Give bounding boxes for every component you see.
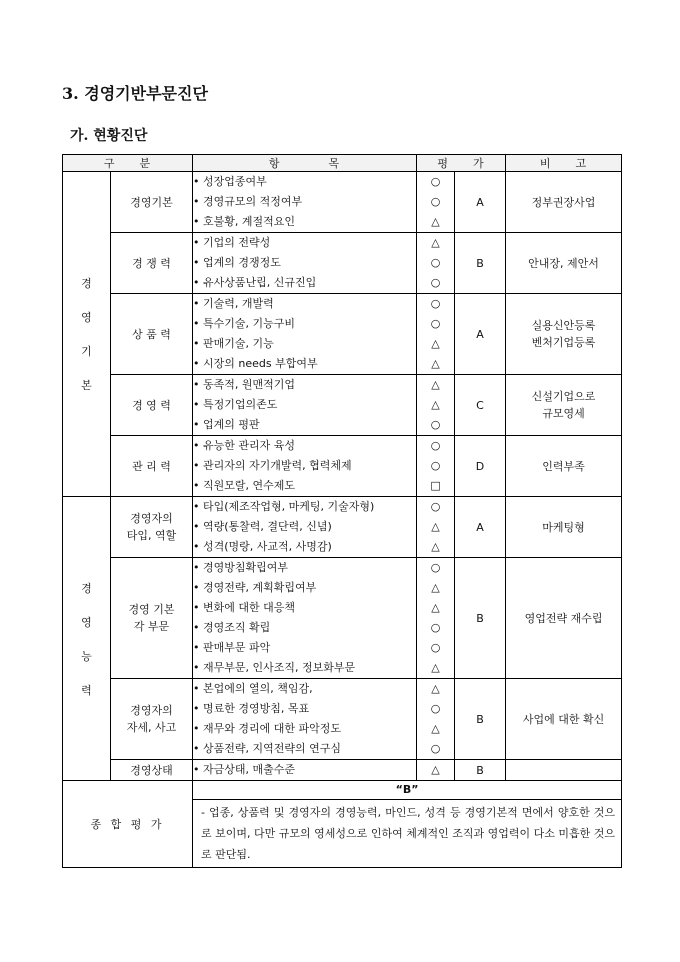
category-char: 기 bbox=[81, 345, 92, 358]
item-text: • 판매부문 파악 bbox=[193, 641, 271, 654]
eval-mark: △ bbox=[431, 378, 440, 391]
item-text: • 재무부문, 인사조직, 정보화부문 bbox=[193, 661, 356, 674]
eval-mark: △ bbox=[431, 581, 440, 594]
eval-mark: ○ bbox=[430, 195, 441, 208]
subcategory-label: 경 쟁 력 bbox=[132, 256, 171, 270]
eval-mark: ○ bbox=[430, 459, 441, 472]
item-text: • 경영조직 확립 bbox=[193, 621, 271, 634]
table-row bbox=[63, 558, 622, 679]
eval-mark: ○ bbox=[430, 317, 441, 330]
summary-row bbox=[63, 781, 622, 868]
table-row bbox=[63, 233, 622, 294]
assessment-table bbox=[62, 154, 622, 868]
table-row bbox=[63, 436, 622, 497]
item-text: • 유능한 관리자 육성 bbox=[193, 439, 296, 452]
eval-mark: △ bbox=[431, 763, 440, 776]
eval-mark: △ bbox=[431, 682, 440, 695]
item-text: • 동족적, 원맨적기업 bbox=[193, 378, 296, 391]
subcategory-cell bbox=[111, 558, 193, 679]
table-row bbox=[63, 294, 622, 375]
category-cell bbox=[63, 172, 111, 497]
items-cell bbox=[193, 436, 417, 497]
table-row bbox=[63, 760, 622, 781]
item-text: • 업계의 평판 bbox=[193, 418, 260, 431]
item-text: • 판매기술, 기능 bbox=[193, 337, 274, 350]
marks-cell bbox=[417, 294, 455, 375]
item-text: • 호불황, 계절적요인 bbox=[193, 215, 296, 228]
note-cell: 안내장, 제안서 bbox=[506, 233, 622, 294]
note-cell: 사업에 대한 확신 bbox=[506, 679, 622, 760]
eval-mark: ○ bbox=[430, 276, 441, 289]
item-text: • 직원모랄, 연수제도 bbox=[193, 479, 296, 492]
item-text: • 시장의 needs 부합여부 bbox=[193, 357, 318, 370]
subcategory-label: 경영자의 자세, 사고 bbox=[126, 704, 177, 734]
eval-mark: ○ bbox=[430, 621, 441, 634]
eval-mark: ○ bbox=[430, 175, 441, 188]
subcategory-cell bbox=[111, 172, 193, 233]
item-text: • 상품전략, 지역전략의 연구심 bbox=[193, 742, 342, 755]
category-cell bbox=[63, 497, 111, 781]
eval-mark: ○ bbox=[430, 641, 441, 654]
items-cell bbox=[193, 558, 417, 679]
eval-mark: ○ bbox=[430, 742, 441, 755]
table-row bbox=[63, 172, 622, 233]
category-char: 영 bbox=[81, 615, 92, 629]
subcategory-cell bbox=[111, 294, 193, 375]
subcategory-label: 경영기본 bbox=[130, 195, 173, 209]
header-category: 구 분 bbox=[63, 155, 193, 172]
subcategory-cell bbox=[111, 436, 193, 497]
subcategory-label: 경영상태 bbox=[130, 763, 173, 777]
eval-mark: ○ bbox=[430, 500, 441, 513]
note-cell: 마케팅형 bbox=[506, 497, 622, 558]
summary-label: 종 합 평 가 bbox=[63, 781, 193, 868]
item-text: • 타입(제조작업형, 마케팅, 기술자형) bbox=[193, 500, 375, 513]
marks-cell bbox=[417, 760, 455, 781]
section-title: 3. 경영기반부문진단 bbox=[62, 84, 208, 103]
grade-cell: A bbox=[455, 172, 506, 233]
category-char: 영 bbox=[81, 311, 92, 324]
eval-mark: △ bbox=[431, 337, 440, 350]
grade-cell: B bbox=[455, 760, 506, 781]
grade-cell: B bbox=[455, 233, 506, 294]
item-text: • 관리자의 자기개발력, 협력체제 bbox=[193, 459, 352, 472]
grade-cell: C bbox=[455, 375, 506, 436]
eval-mark: □ bbox=[430, 479, 441, 492]
subcategory-label: 상 품 력 bbox=[132, 327, 171, 341]
subcategory-cell bbox=[111, 497, 193, 558]
item-text: • 특정기업의존도 bbox=[193, 398, 278, 411]
category-char: 경 bbox=[81, 581, 92, 595]
eval-mark: ○ bbox=[430, 418, 441, 431]
marks-cell bbox=[417, 497, 455, 558]
eval-mark: ○ bbox=[430, 297, 441, 310]
eval-mark: △ bbox=[431, 661, 440, 674]
note-cell: 영업전략 재수립 bbox=[506, 558, 622, 679]
eval-mark: △ bbox=[431, 357, 440, 370]
item-text: • 변화에 대한 대응책 bbox=[193, 601, 296, 614]
eval-mark: △ bbox=[431, 520, 440, 533]
item-text: • 명료한 경영방침, 목표 bbox=[193, 702, 310, 715]
note-cell: 실용신안등록 벤처기업등록 bbox=[506, 294, 622, 375]
items-cell bbox=[193, 679, 417, 760]
category-char: 력 bbox=[81, 683, 92, 697]
subcategory-cell bbox=[111, 760, 193, 781]
summary-grade: “B” bbox=[193, 781, 621, 800]
table-row bbox=[63, 497, 622, 558]
items-cell bbox=[193, 497, 417, 558]
eval-mark: ○ bbox=[430, 561, 441, 574]
subcategory-label: 경 영 력 bbox=[132, 398, 171, 412]
items-cell bbox=[193, 294, 417, 375]
subcategory-cell bbox=[111, 233, 193, 294]
note-cell: 신설기업으로 규모영세 bbox=[506, 375, 622, 436]
item-text: • 재무와 경리에 대한 파악정도 bbox=[193, 722, 342, 735]
subsection-title: 가. 현황진단 bbox=[70, 128, 148, 144]
item-text: • 경영규모의 적정여부 bbox=[193, 195, 303, 208]
marks-cell bbox=[417, 375, 455, 436]
note-cell bbox=[506, 760, 622, 781]
item-text: • 본업에의 열의, 책임감, bbox=[193, 682, 313, 695]
marks-cell bbox=[417, 679, 455, 760]
subcategory-cell bbox=[111, 679, 193, 760]
eval-mark: △ bbox=[431, 236, 440, 249]
grade-cell: D bbox=[455, 436, 506, 497]
summary-text: - 업종, 상품력 및 경영자의 경영능력, 마인드, 성격 등 경영기본적 면에서 양호한 것으로 보이며, 다만 규모의 영세성으로 인하여 체계적인 조직과 영업력이 다소 미흡한 것으로 판단됨. bbox=[201, 806, 616, 861]
eval-mark: △ bbox=[431, 722, 440, 735]
item-text: • 경영전략, 계획확립여부 bbox=[193, 581, 317, 594]
item-text: • 특수기술, 기능구비 bbox=[193, 317, 296, 330]
items-cell bbox=[193, 760, 417, 781]
eval-mark: ○ bbox=[430, 702, 441, 715]
marks-cell bbox=[417, 558, 455, 679]
item-text: • 기술력, 개발력 bbox=[193, 297, 274, 310]
item-text: • 성격(명랑, 사교적, 사명감) bbox=[193, 540, 332, 553]
table-row bbox=[63, 375, 622, 436]
item-text: • 기업의 전략성 bbox=[193, 236, 271, 249]
eval-mark: △ bbox=[431, 215, 440, 228]
header-item: 항 목 bbox=[193, 155, 417, 172]
item-text: • 유사상품난립, 신규진입 bbox=[193, 276, 317, 289]
item-text: • 역량(통찰력, 결단력, 신념) bbox=[193, 520, 332, 533]
eval-mark: △ bbox=[431, 398, 440, 411]
subcategory-cell bbox=[111, 375, 193, 436]
note-cell: 인력부족 bbox=[506, 436, 622, 497]
category-char: 경 bbox=[81, 277, 92, 290]
items-cell bbox=[193, 172, 417, 233]
eval-mark: △ bbox=[431, 601, 440, 614]
header-eval: 평 가 bbox=[417, 155, 506, 172]
subcategory-label: 경영 기본 각 부문 bbox=[128, 603, 175, 633]
item-text: • 성장업종여부 bbox=[193, 175, 267, 188]
marks-cell bbox=[417, 436, 455, 497]
subcategory-label: 관 리 력 bbox=[132, 459, 171, 473]
category-char: 본 bbox=[81, 379, 92, 392]
header-note: 비 고 bbox=[506, 155, 622, 172]
item-text: • 경영방침확립여부 bbox=[193, 561, 289, 574]
summary-cell bbox=[193, 781, 622, 868]
items-cell bbox=[193, 233, 417, 294]
item-text: • 자금상태, 매출수준 bbox=[193, 763, 296, 776]
eval-mark: ○ bbox=[430, 256, 441, 269]
marks-cell bbox=[417, 233, 455, 294]
items-cell bbox=[193, 375, 417, 436]
table-header-row bbox=[63, 155, 622, 172]
grade-cell: B bbox=[455, 558, 506, 679]
table-row bbox=[63, 679, 622, 760]
grade-cell: B bbox=[455, 679, 506, 760]
marks-cell bbox=[417, 172, 455, 233]
category-char: 능 bbox=[81, 649, 92, 663]
eval-mark: △ bbox=[431, 540, 440, 553]
item-text: • 업계의 경쟁정도 bbox=[193, 256, 281, 269]
subcategory-label: 경영자의 타입, 역할 bbox=[126, 512, 177, 542]
eval-mark: ○ bbox=[430, 439, 441, 452]
grade-cell: A bbox=[455, 294, 506, 375]
grade-cell: A bbox=[455, 497, 506, 558]
note-cell: 정부권장사업 bbox=[506, 172, 622, 233]
